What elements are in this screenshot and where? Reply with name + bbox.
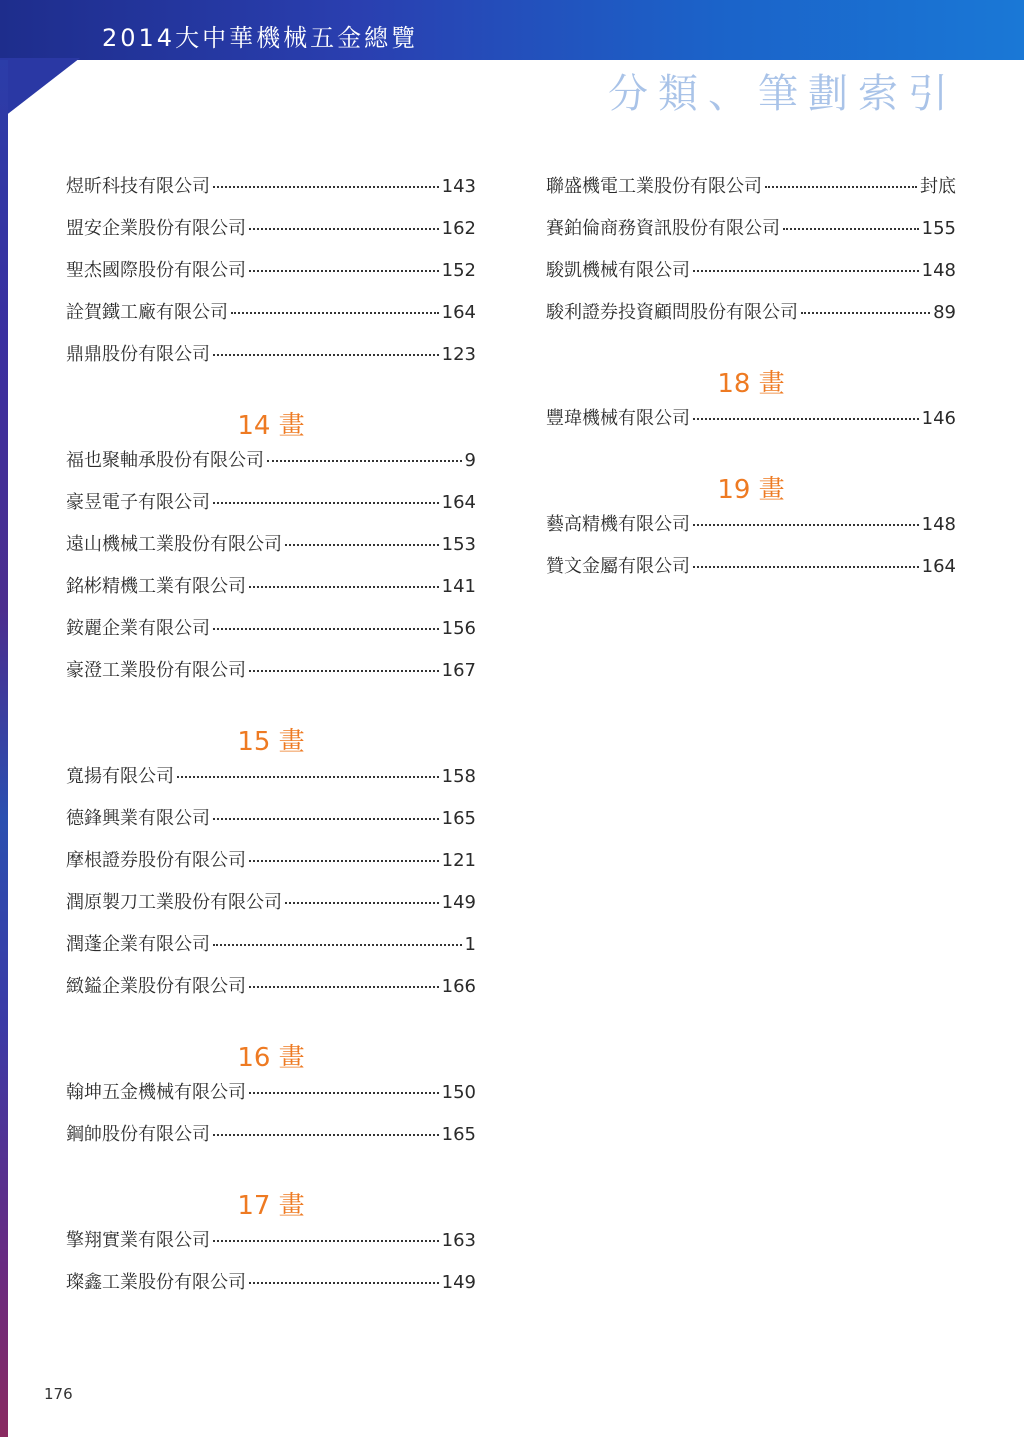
page-reference: 165	[441, 1124, 476, 1145]
stroke-count-heading: 17 畫	[237, 1191, 305, 1221]
stroke-count-heading: 14 畫	[237, 411, 305, 441]
company-name: 德鋒興業有限公司	[66, 808, 210, 829]
section-title: 分類、筆劃索引	[608, 71, 958, 117]
dot-leader	[213, 818, 439, 820]
dot-leader	[231, 312, 439, 314]
index-entry	[546, 404, 956, 446]
company-name: 聖杰國際股份有限公司	[66, 260, 246, 281]
index-entry	[66, 340, 476, 382]
index-entry	[66, 888, 476, 930]
company-name: 賽鉑倫商務資訊股份有限公司	[546, 218, 780, 239]
book-title: 2014大中華機械五金總覽	[102, 24, 419, 52]
index-entry	[66, 846, 476, 888]
index-entry	[66, 298, 476, 340]
company-name: 福也聚軸承股份有限公司	[66, 450, 264, 471]
index-entry	[546, 172, 956, 214]
page-reference: 123	[441, 344, 476, 365]
page-reference: 153	[441, 534, 476, 555]
dot-leader	[249, 1092, 439, 1094]
company-name: 翰坤五金機械有限公司	[66, 1082, 246, 1103]
company-name: 贊文金屬有限公司	[546, 556, 690, 577]
page-reference: 149	[441, 1272, 476, 1293]
index-entry	[546, 256, 956, 298]
page-reference: 146	[921, 408, 956, 429]
index-entry	[66, 572, 476, 614]
page-number: 176	[44, 1385, 73, 1403]
page-reference: 164	[921, 556, 956, 577]
page-reference: 1	[464, 934, 476, 955]
dot-leader	[249, 670, 439, 672]
index-entry	[546, 214, 956, 256]
group-spacer	[66, 1014, 476, 1038]
dot-leader	[249, 228, 439, 230]
page-reference: 89	[933, 302, 956, 323]
dot-leader	[765, 186, 917, 188]
company-name: 潤原製刀工業股份有限公司	[66, 892, 282, 913]
dot-leader	[693, 524, 919, 526]
company-name: 摩根證券股份有限公司	[66, 850, 246, 871]
company-name: 駿利證券投資顧問股份有限公司	[546, 302, 798, 323]
dot-leader	[213, 944, 462, 946]
page-reference: 141	[441, 576, 476, 597]
company-name: 豪澄工業股份有限公司	[66, 660, 246, 681]
company-name: 潤蓬企業有限公司	[66, 934, 210, 955]
index-entry	[66, 1268, 476, 1310]
index-entry	[66, 172, 476, 214]
group-spacer	[66, 382, 476, 406]
company-name: 鼎鼎股份有限公司	[66, 344, 210, 365]
dot-leader	[213, 354, 439, 356]
group-spacer	[66, 1162, 476, 1186]
dot-leader	[249, 860, 439, 862]
group-spacer	[546, 446, 956, 470]
dot-leader	[285, 902, 439, 904]
page-reference: 164	[441, 492, 476, 513]
page-reference: 150	[441, 1082, 476, 1103]
dot-leader	[267, 460, 462, 462]
page-reference: 封底	[920, 176, 956, 197]
company-name: 銘彬精機工業有限公司	[66, 576, 246, 597]
page-reference: 152	[441, 260, 476, 281]
company-name: 詮賀鐵工廠有限公司	[66, 302, 228, 323]
group-spacer	[66, 698, 476, 722]
company-name: 遠山機械工業股份有限公司	[66, 534, 282, 555]
index-entry	[66, 446, 476, 488]
stroke-count-heading: 15 畫	[237, 727, 305, 757]
index-entry	[66, 804, 476, 846]
company-name: 寬揚有限公司	[66, 766, 174, 787]
index-entry	[66, 214, 476, 256]
index-entry	[66, 1078, 476, 1120]
dot-leader	[213, 186, 439, 188]
left-index-column	[66, 172, 476, 1310]
index-entry	[66, 1120, 476, 1162]
header-bar	[0, 0, 1024, 60]
company-name: 煜昕科技有限公司	[66, 176, 210, 197]
index-entry	[546, 298, 956, 340]
dot-leader	[693, 566, 919, 568]
dot-leader	[249, 1282, 439, 1284]
dot-leader	[213, 1240, 439, 1242]
page-reference: 166	[441, 976, 476, 997]
page-reference: 148	[921, 514, 956, 535]
page-reference: 143	[441, 176, 476, 197]
page-reference: 165	[441, 808, 476, 829]
company-name: 擎翔實業有限公司	[66, 1230, 210, 1251]
index-entry	[66, 1226, 476, 1268]
index-entry	[66, 488, 476, 530]
index-entry	[66, 530, 476, 572]
page-reference: 167	[441, 660, 476, 681]
company-name: 藝高精機有限公司	[546, 514, 690, 535]
page-reference: 121	[441, 850, 476, 871]
company-name: 璨鑫工業股份有限公司	[66, 1272, 246, 1293]
dot-leader	[213, 628, 439, 630]
page-reference: 158	[441, 766, 476, 787]
company-name: 駿凱機械有限公司	[546, 260, 690, 281]
index-entry	[546, 510, 956, 552]
index-entry	[66, 930, 476, 972]
page-reference: 155	[921, 218, 956, 239]
stroke-count-heading: 18 畫	[717, 369, 785, 399]
index-entry	[66, 762, 476, 804]
index-entry	[66, 656, 476, 698]
company-name: 豐瑋機械有限公司	[546, 408, 690, 429]
dot-leader	[285, 544, 439, 546]
dot-leader	[213, 502, 439, 504]
group-spacer	[546, 340, 956, 364]
dot-leader	[213, 1134, 439, 1136]
dot-leader	[693, 418, 919, 420]
company-name: 鋼帥股份有限公司	[66, 1124, 210, 1145]
page-reference: 148	[921, 260, 956, 281]
dot-leader	[249, 270, 439, 272]
index-entry	[546, 552, 956, 594]
dot-leader	[177, 776, 439, 778]
dot-leader	[783, 228, 919, 230]
company-name: 緻鎰企業股份有限公司	[66, 976, 246, 997]
page-reference: 156	[441, 618, 476, 639]
stroke-count-heading: 19 畫	[717, 475, 785, 505]
company-name: 銨麗企業有限公司	[66, 618, 210, 639]
right-index-column	[546, 172, 956, 594]
dot-leader	[801, 312, 930, 314]
stroke-count-heading: 16 畫	[237, 1043, 305, 1073]
company-name: 豪昱電子有限公司	[66, 492, 210, 513]
page-reference: 149	[441, 892, 476, 913]
dot-leader	[249, 586, 439, 588]
dot-leader	[693, 270, 919, 272]
page-reference: 162	[441, 218, 476, 239]
page-reference: 164	[441, 302, 476, 323]
page-reference: 163	[441, 1230, 476, 1251]
page-reference: 9	[464, 450, 476, 471]
index-entry	[66, 614, 476, 656]
header-corner-decoration	[0, 58, 80, 120]
company-name: 盟安企業股份有限公司	[66, 218, 246, 239]
left-color-band	[0, 60, 8, 1437]
company-name: 聯盛機電工業股份有限公司	[546, 176, 762, 197]
index-entry	[66, 972, 476, 1014]
dot-leader	[249, 986, 439, 988]
index-entry	[66, 256, 476, 298]
